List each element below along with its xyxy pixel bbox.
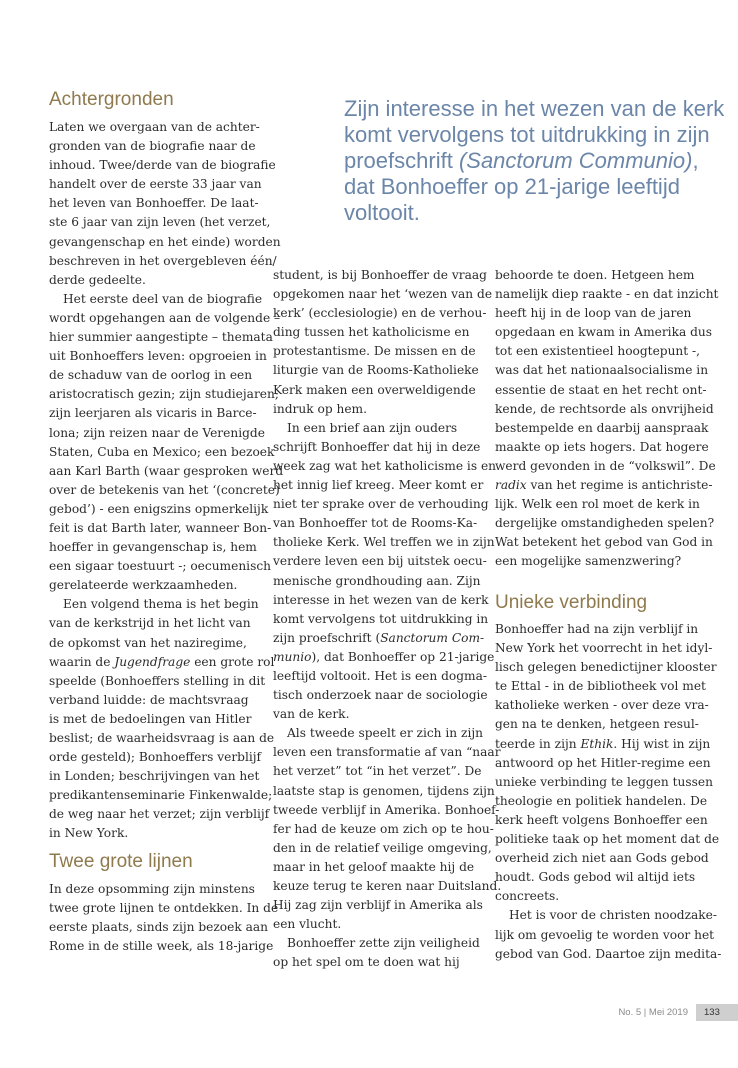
text-line: lijk om gevoelig te worden voor het <box>495 927 715 942</box>
text-line: Wat betekent het gebod van God in <box>495 535 713 550</box>
text-line: derde gedeelte. <box>49 272 146 287</box>
text-line: antwoord op het Hitler-regime een <box>495 755 711 770</box>
text-line: menische grondhouding aan. Zijn <box>273 573 481 588</box>
text-line: tholieke Kerk. Wel treffen we in zijn <box>273 535 495 550</box>
text-line: gen na te denken, hetgeen resul- <box>495 717 699 732</box>
text-line: liturgie van de Rooms-Katholieke <box>273 363 479 378</box>
text-line: Kerk maken een overweldigende <box>273 382 476 397</box>
text-line: gerelateerde werkzaamheden. <box>49 578 238 593</box>
text-line <box>49 653 283 672</box>
text-line: lisch gelegen benedictijner klooster <box>495 660 717 675</box>
text-line: beslist; de waarheidsvraag is aan de <box>49 731 275 745</box>
text-span: . Hij wist in zijn <box>613 736 711 751</box>
text-line: namelijk diep raakte - en dat inzicht <box>495 287 719 302</box>
column-2 <box>273 266 501 972</box>
text-line: bestempelde en daarbij aanspraak <box>495 420 709 435</box>
text-line <box>495 476 718 495</box>
text-line: van de kerk. <box>273 707 350 722</box>
text-line: opgekomen naar het ‘wezen van de <box>273 287 493 302</box>
text-line: Als tweede speelt er zich in zijn <box>287 726 483 741</box>
column-1 <box>49 118 283 844</box>
text-line: inhoud. Twee/derde van de biografie <box>49 158 276 173</box>
paragraph <box>49 290 283 596</box>
text-line: Bonhoeffer zette zijn veiligheid <box>287 936 480 951</box>
text-line: heeft hij in de loop van de jaren <box>495 306 692 321</box>
page-footer <box>618 1004 738 1021</box>
text-line: het leven van Bonhoeffer. De laat- <box>49 196 259 211</box>
pull-quote-line: voltooit. <box>344 200 420 225</box>
text-line: is met de bedoelingen van Hitler <box>49 711 252 726</box>
text-line: indruk op hem. <box>273 401 367 416</box>
text-line: Het eerste deel van de biografie <box>63 291 263 306</box>
text-line: gronden van de biografie naar de <box>49 139 256 154</box>
text-line: over de betekenis van het ‘(concrete) <box>49 482 280 497</box>
text-line: een mogelijke samenzwering? <box>495 554 682 569</box>
text-line: Een volgend thema is het begin <box>63 597 259 612</box>
paragraph <box>49 672 283 844</box>
text-line: Hij zag zijn verblijf in Amerika als <box>273 898 483 913</box>
text-span: teerde in zijn <box>495 736 581 751</box>
paragraph <box>495 906 721 963</box>
text-line: werd gevonden in de “volkswil”. De <box>495 458 716 473</box>
text-line: Bonhoeffer had na zijn verblijf in <box>495 622 699 636</box>
text-line: was dat het nationaalsocialisme in <box>495 363 709 378</box>
pull-quote-line: komt vervolgens tot uitdrukking in zijn <box>344 122 710 147</box>
pull-quote <box>344 96 724 226</box>
text-line: de weg naar het verzet; zijn verblijf <box>49 807 270 822</box>
text-line: tot een existentieel hoogtepunt -, <box>495 344 701 359</box>
text-line: van de kerkstrijd in het licht van <box>49 616 251 631</box>
paragraph <box>273 667 501 724</box>
text-line: In een brief aan zijn ouders <box>287 420 458 435</box>
italic-term: radix <box>495 478 527 493</box>
italic-term: munio <box>273 649 312 664</box>
text-line: kende, de rechtsorde als onvrijheid <box>495 401 714 416</box>
text-line: komt vervolgens tot uitdrukking in <box>273 611 489 626</box>
text-line: essentie de staat en het recht ont- <box>495 382 707 397</box>
text-line: aristocratisch gezin; zijn studiejaren; <box>49 387 279 402</box>
text-line: de opkomst van het naziregime, <box>49 635 247 650</box>
issue-info <box>618 1007 696 1018</box>
text-line: in New York. <box>49 826 129 841</box>
text-line: behoorde te doen. Hetgeen hem <box>495 268 695 282</box>
text-line: zijn leerjaren als vicaris in Barce- <box>49 406 257 421</box>
text-line: hoeffer in gevangenschap is, hem <box>49 540 257 555</box>
text-line: houdt. Gods gebod wil altijd iets <box>495 870 696 885</box>
paragraph <box>273 266 501 419</box>
text-line: New York het voorrecht in het idyl- <box>495 641 713 656</box>
issue-number: No. 5 <box>618 1007 642 1018</box>
text-line: lona; zijn reizen naar de Verenigde <box>49 425 265 440</box>
text-span: waarin de <box>49 654 115 669</box>
text-line <box>273 629 501 648</box>
text-line: lijk. Welk een rol moet de kerk in <box>495 497 700 512</box>
text-span: een grote rol <box>190 654 275 669</box>
text-line: week zag wat het katholicisme is en <box>273 458 497 473</box>
text-line: dergelijke omstandigheden spelen? <box>495 516 715 531</box>
text-line: politieke taak op het moment dat de <box>495 832 720 847</box>
text-line: concreets. <box>495 889 560 904</box>
text-line: katholieke werken - over deze vra- <box>495 698 709 713</box>
text-line: niet ter sprake over de verhouding <box>273 497 489 512</box>
text-line: beschreven in het overgebleven één/ <box>49 253 277 268</box>
text-line: gebod’) - een enigszins opmerkelijk <box>49 501 269 516</box>
text-line: orde gesteld); Bonhoeffers verblijf <box>49 750 262 765</box>
text-line: de schaduw van de oorlog in een <box>49 368 253 383</box>
text-line: eerste plaats, sinds zijn bezoek aan <box>49 920 269 935</box>
text-line: opgedaan en kwam in Amerika dus <box>495 325 713 340</box>
text-span: zijn proefschrift ( <box>273 630 381 645</box>
text-span: ), dat Bonhoeffer op 21-jarige <box>311 649 495 664</box>
paragraph <box>495 620 721 735</box>
text-line: student, is bij Bonhoeffer de vraag <box>273 268 487 282</box>
text-line: een vlucht. <box>273 917 342 932</box>
text-line: fer had de keuze om zich op te hou- <box>273 821 494 836</box>
text-line: kerk heeft volgens Bonhoeffer een <box>495 812 708 827</box>
paragraph <box>49 595 283 652</box>
text-line: interesse in het wezen van de kerk <box>273 592 489 607</box>
text-line: overheid zich niet aan Gods gebod <box>495 851 709 866</box>
text-line: Laten we overgaan van de achter- <box>49 120 260 134</box>
text-line: ding tussen het katholicisme en <box>273 325 470 340</box>
paragraph <box>49 118 283 290</box>
text-line: speelde (Bonhoeffers stelling in dit <box>49 673 266 688</box>
text-line: gebod van God. Daartoe zijn medita- <box>495 946 722 961</box>
paragraph <box>273 934 501 972</box>
pull-quote-text: proefschrift <box>344 148 459 173</box>
text-line: schrijft Bonhoeffer dat hij in deze <box>273 439 481 454</box>
paragraph <box>495 754 721 907</box>
italic-term: Ethik <box>580 736 614 751</box>
text-line: wordt opgehangen aan de volgende – <box>49 310 281 325</box>
heading-twee-grote-lijnen: Twee grote lijnen <box>49 851 193 872</box>
pull-quote-text: , <box>692 148 699 173</box>
text-line: leven een transformatie af van “naar <box>273 745 501 760</box>
footer-separator: | <box>643 1007 647 1018</box>
text-line: den in de relatief veilige omgeving, <box>273 840 492 855</box>
paragraph <box>273 724 501 934</box>
heading-achtergronden: Achtergronden <box>49 89 174 110</box>
text-line: uit Bonhoeffers leven: opgroeien in <box>49 349 267 364</box>
text-line: tisch onderzoek naar de sociologie <box>273 688 488 703</box>
pull-quote-line: Zijn interesse in het wezen van de kerk <box>344 96 725 121</box>
text-line: keuze terug te keren naar Duitsland. <box>273 879 502 893</box>
text-line: predikantenseminarie Finkenwalde; <box>49 788 273 803</box>
text-line: van Bonhoeffer tot de Rooms-Ka- <box>273 516 478 531</box>
paragraph <box>495 266 718 476</box>
pull-quote-italic: (Sanctorum Communio) <box>458 148 693 173</box>
column-1-lower <box>49 880 278 956</box>
text-line: protestantisme. De missen en de <box>273 344 476 359</box>
page-number: 133 <box>696 1004 738 1021</box>
paragraph <box>273 419 501 629</box>
text-line: kerk’ (ecclesiologie) en de verhou- <box>273 306 487 321</box>
text-line: op het spel om te doen wat hij <box>273 955 460 970</box>
text-line: het innig lief kreeg. Meer komt er <box>273 478 484 493</box>
text-line: handelt over de eerste 33 jaar van <box>49 177 262 192</box>
text-line: aan Karl Barth (waar gesproken werd <box>49 463 284 478</box>
text-line: In deze opsomming zijn minstens <box>49 882 255 896</box>
text-line: unieke verbinding te leggen tussen <box>495 774 713 789</box>
text-line: tweede verblijf in Amerika. Bonhoef- <box>273 802 500 817</box>
paragraph <box>49 880 278 956</box>
issue-date: Mei 2019 <box>648 1007 688 1018</box>
text-line: feit is dat Barth later, wanneer Bon- <box>49 520 272 535</box>
text-line: leeftijd voltooit. Het is een dogma- <box>273 668 487 683</box>
text-line: theologie en politiek handelen. De <box>495 793 708 808</box>
text-line: maar in het geloof maakte hij de <box>273 859 475 874</box>
column-3 <box>495 266 718 572</box>
text-line: gevangenschap en het einde) worden <box>49 234 281 249</box>
text-line: Staten, Cuba en Mexico; een bezoek <box>49 444 275 459</box>
text-line: te Ettal - in de bibliotheek vol met <box>495 679 706 694</box>
italic-term: Sanctorum Com- <box>380 630 485 645</box>
text-line: het verzet” tot “in het verzet”. De <box>273 764 482 779</box>
italic-term: Jugendfrage <box>114 654 191 669</box>
column-3-lower <box>495 620 721 964</box>
text-line: laatste stap is genomen, tijdens zijn <box>273 783 495 798</box>
heading-unieke-verbinding: Unieke verbinding <box>495 592 648 613</box>
text-line: hier summier aangestipte – themata <box>49 330 273 345</box>
text-line <box>495 735 721 754</box>
paragraph <box>495 495 718 571</box>
text-line: verdere leven een bij uitstek oecu- <box>273 554 487 569</box>
text-line: Rome in de stille week, als 18-jarige <box>49 939 274 954</box>
pull-quote-line <box>344 148 724 174</box>
text-line <box>273 648 501 667</box>
pull-quote-line: dat Bonhoeffer op 21-jarige leeftijd <box>344 174 680 199</box>
text-line: in Londen; beschrijvingen van het <box>49 769 260 784</box>
text-line: maakte op iets hogers. Dat hogere <box>495 439 709 454</box>
text-line: twee grote lijnen te ontdekken. In de <box>49 901 279 916</box>
text-span: van het regime is antichriste- <box>526 478 713 493</box>
text-line: verband luidde: de machtsvraag <box>49 692 249 707</box>
text-line: een sigaar toestuurt -; oecumenisch <box>49 559 271 574</box>
text-line: ste 6 jaar van zijn leven (het verzet, <box>49 215 271 230</box>
text-line: Het is voor de christen noodzake- <box>509 908 718 923</box>
